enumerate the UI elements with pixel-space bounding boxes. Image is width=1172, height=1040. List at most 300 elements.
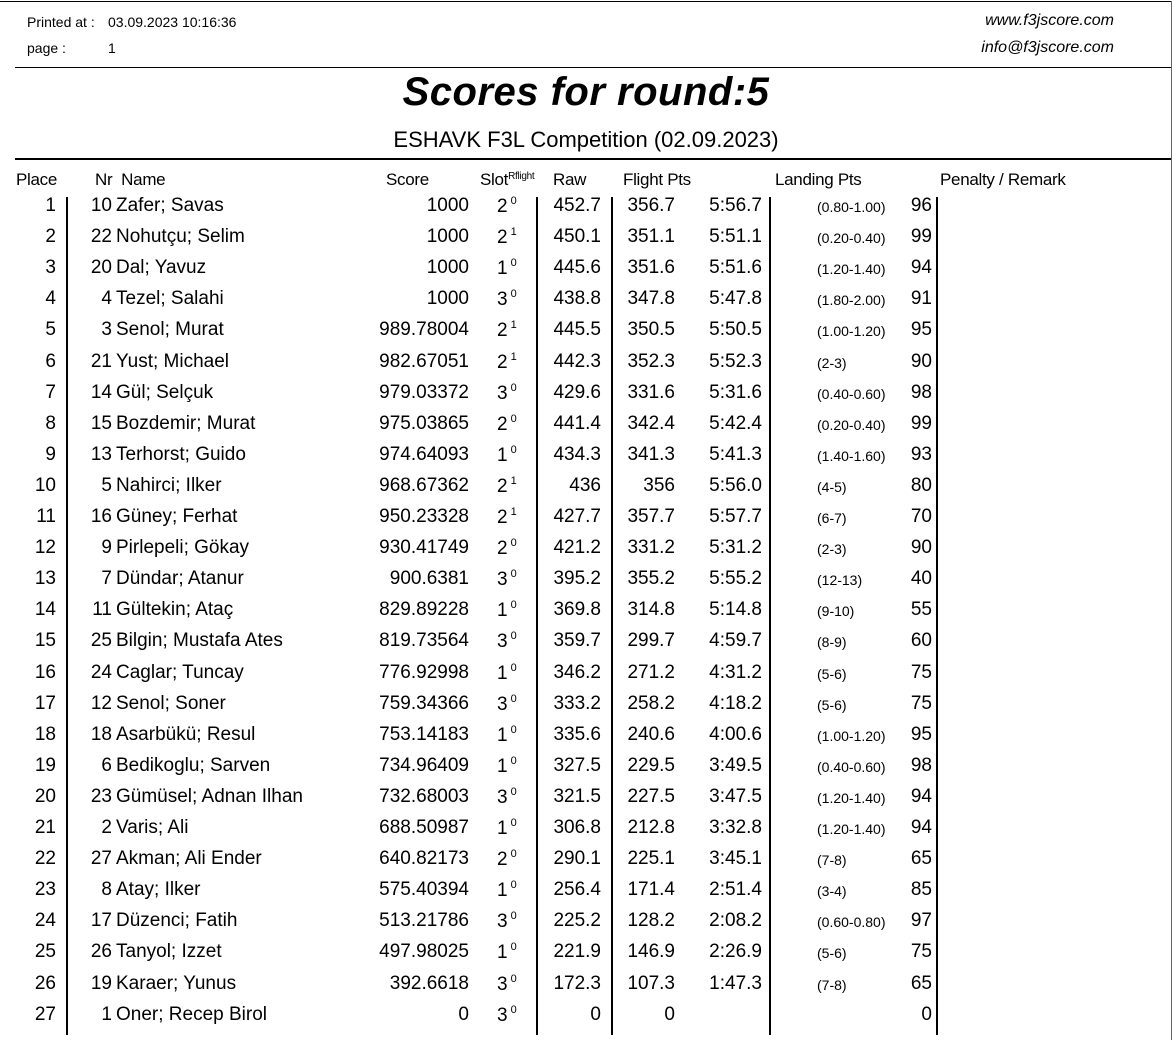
slot-value: 3 xyxy=(497,289,508,311)
raw-cell: 427.7 xyxy=(553,506,601,527)
flight-pts-cell: 350.5 xyxy=(627,319,675,341)
flight-pts-cell: 229.5 xyxy=(627,754,675,776)
flight-pts-cell: 357.7 xyxy=(627,506,675,527)
table-row xyxy=(0,755,1172,783)
nr-cell: 6 xyxy=(101,754,112,776)
landing-range-cell: (9-10) xyxy=(817,603,855,620)
landing-pts-cell: 97 xyxy=(910,910,932,932)
nr-cell: 27 xyxy=(90,848,112,870)
slot-cell xyxy=(497,475,517,498)
slot-value: 1 xyxy=(497,724,508,746)
pilot-name-cell: Senol; Murat xyxy=(116,319,224,341)
flight-time-cell: 5:31.2 xyxy=(709,537,762,559)
nr-cell: 11 xyxy=(92,599,112,621)
rflight-value: 0 xyxy=(510,972,517,985)
rflight-value: 0 xyxy=(510,381,517,394)
website-link[interactable]: www.f3jscore.com xyxy=(985,12,1114,29)
score-cell: 732.68003 xyxy=(379,785,469,807)
flight-time-cell: 5:52.3 xyxy=(709,350,762,372)
flight-pts-cell: 258.2 xyxy=(627,692,675,714)
table-row xyxy=(0,382,1172,410)
score-cell: 829.89228 xyxy=(379,599,469,621)
raw-cell: 306.8 xyxy=(553,817,601,838)
place-cell: 12 xyxy=(34,537,56,559)
flight-time-cell: 1:47.3 xyxy=(709,972,762,994)
nr-cell: 25 xyxy=(90,630,112,652)
score-cell: 640.82173 xyxy=(379,848,469,870)
table-row xyxy=(0,568,1172,596)
score-cell: 1000 xyxy=(426,195,469,216)
place-cell: 11 xyxy=(36,506,56,527)
pilot-name-cell: Karaer; Yunus xyxy=(116,972,237,994)
table-row xyxy=(0,195,1172,223)
nr-cell: 12 xyxy=(90,692,112,714)
place-cell: 27 xyxy=(34,1003,56,1025)
slot-value: 2 xyxy=(497,227,508,249)
slot-cell xyxy=(497,319,517,342)
slot-value: 1 xyxy=(497,444,508,466)
slot-value: 2 xyxy=(497,413,508,435)
place-cell: 20 xyxy=(34,785,56,807)
flight-pts-cell: 0 xyxy=(664,1003,675,1025)
flight-time-cell: 2:51.4 xyxy=(709,879,762,901)
rflight-value: 0 xyxy=(510,723,517,736)
nr-cell: 10 xyxy=(90,195,112,216)
landing-range-cell: (0.60-0.80) xyxy=(817,914,886,931)
rflight-value: 0 xyxy=(510,692,517,705)
pilot-name-cell: Akman; Ali Ender xyxy=(116,848,262,870)
flight-pts-cell: 146.9 xyxy=(627,941,675,963)
raw-cell: 327.5 xyxy=(553,754,601,776)
slot-cell xyxy=(497,195,517,218)
rflight-value: 0 xyxy=(510,412,517,425)
place-cell: 24 xyxy=(34,910,56,932)
rflight-value: 0 xyxy=(510,630,517,643)
place-cell: 18 xyxy=(34,723,56,745)
slot-value: 2 xyxy=(497,849,508,871)
landing-pts-cell: 94 xyxy=(910,817,932,838)
rflight-value: 0 xyxy=(510,257,517,270)
slot-value: 1 xyxy=(497,600,508,622)
flight-pts-cell: 355.2 xyxy=(627,568,675,590)
raw-cell: 445.5 xyxy=(553,319,601,341)
slot-cell xyxy=(497,817,517,840)
rflight-value: 0 xyxy=(510,785,517,798)
flight-time-cell: 4:18.2 xyxy=(709,692,762,714)
score-cell: 575.40394 xyxy=(379,879,469,901)
rflight-value: 1 xyxy=(510,226,517,239)
landing-pts-cell: 65 xyxy=(910,972,932,994)
slot-cell xyxy=(497,568,517,591)
place-cell: 23 xyxy=(34,879,56,901)
flight-pts-cell: 314.8 xyxy=(627,599,675,621)
landing-range-cell: (12-13) xyxy=(817,572,863,589)
nr-cell: 1 xyxy=(101,1003,112,1025)
flight-pts-cell: 212.8 xyxy=(627,817,675,838)
pilot-name-cell: Oner; Recep Birol xyxy=(116,1003,268,1025)
landing-pts-cell: 90 xyxy=(910,350,932,372)
flight-pts-cell: 331.6 xyxy=(627,381,675,403)
pilot-name-cell: Senol; Soner xyxy=(116,692,226,714)
table-row xyxy=(0,973,1172,1001)
raw-cell: 359.7 xyxy=(553,630,601,652)
col-header-rflight: Rflight xyxy=(508,171,535,182)
rflight-value: 0 xyxy=(510,1003,517,1016)
raw-cell: 333.2 xyxy=(553,692,601,714)
score-cell: 1000 xyxy=(426,257,469,279)
page-number: 1 xyxy=(108,40,116,56)
rflight-value: 0 xyxy=(510,661,517,674)
landing-pts-cell: 70 xyxy=(910,506,932,527)
place-cell: 7 xyxy=(45,381,56,403)
raw-cell: 290.1 xyxy=(553,848,601,870)
slot-cell xyxy=(497,1004,517,1027)
table-row xyxy=(0,413,1172,441)
header-divider xyxy=(15,67,1171,68)
slot-cell xyxy=(497,599,517,622)
landing-range-cell: (1.00-1.20) xyxy=(817,727,886,744)
raw-cell: 429.6 xyxy=(553,381,601,403)
rflight-value: 0 xyxy=(510,910,517,923)
slot-value: 3 xyxy=(497,569,508,591)
rflight-value: 0 xyxy=(510,443,517,456)
score-cell: 979.03372 xyxy=(379,381,469,403)
score-cell: 1000 xyxy=(426,226,469,248)
slot-value: 2 xyxy=(497,507,508,528)
nr-cell: 14 xyxy=(90,381,112,403)
slot-cell xyxy=(497,257,517,280)
pilot-name-cell: Asarbükü; Resul xyxy=(116,723,256,745)
flight-pts-cell: 331.2 xyxy=(627,537,675,559)
rflight-value: 0 xyxy=(510,848,517,861)
landing-range-cell: (1.20-1.40) xyxy=(817,821,886,837)
nr-cell: 15 xyxy=(90,412,112,434)
landing-pts-cell: 93 xyxy=(910,443,932,465)
nr-cell: 13 xyxy=(90,443,112,465)
table-row xyxy=(0,506,1172,534)
flight-time-cell: 3:32.8 xyxy=(709,817,762,838)
slot-cell xyxy=(497,910,517,933)
table-row xyxy=(0,599,1172,627)
score-cell: 759.34366 xyxy=(379,692,469,714)
place-cell: 21 xyxy=(34,817,56,838)
raw-cell: 445.6 xyxy=(553,257,601,279)
table-row xyxy=(0,910,1172,938)
rflight-value: 1 xyxy=(510,506,517,518)
raw-cell: 369.8 xyxy=(553,599,601,621)
col-header-score: Score xyxy=(386,170,429,189)
flight-pts-cell: 356.7 xyxy=(627,195,675,216)
landing-range-cell: (1.20-1.40) xyxy=(817,261,886,278)
raw-cell: 434.3 xyxy=(553,443,601,465)
pilot-name-cell: Dündar; Atanur xyxy=(116,568,244,590)
place-cell: 3 xyxy=(45,257,56,279)
rflight-value: 1 xyxy=(510,474,517,487)
nr-cell: 19 xyxy=(90,972,112,994)
slot-cell xyxy=(497,288,517,311)
landing-range-cell: (8-9) xyxy=(817,634,847,651)
score-cell: 975.03865 xyxy=(379,412,469,434)
flight-time-cell: 5:14.8 xyxy=(709,599,762,621)
place-cell: 9 xyxy=(45,443,56,465)
score-cell: 982.67051 xyxy=(379,350,469,372)
place-cell: 19 xyxy=(34,754,56,776)
slot-value: 1 xyxy=(497,880,508,902)
pilot-name-cell: Nohutçu; Selim xyxy=(116,226,245,248)
slot-value: 1 xyxy=(497,818,508,839)
flight-time-cell: 4:59.7 xyxy=(709,630,762,652)
pilot-name-cell: Dal; Yavuz xyxy=(116,257,207,279)
flight-time-cell: 2:08.2 xyxy=(709,910,762,932)
place-cell: 25 xyxy=(34,941,56,963)
table-row xyxy=(0,693,1172,721)
flight-time-cell: 5:42.4 xyxy=(709,412,762,434)
landing-pts-cell: 75 xyxy=(910,661,932,683)
raw-cell: 321.5 xyxy=(553,785,601,807)
slot-value: 2 xyxy=(497,475,508,497)
raw-cell: 442.3 xyxy=(553,350,601,372)
slot-cell xyxy=(497,724,517,747)
score-cell: 1000 xyxy=(426,288,469,310)
slot-value: 1 xyxy=(497,755,508,777)
score-cell: 989.78004 xyxy=(379,319,469,341)
slot-value: 1 xyxy=(497,662,508,684)
flight-time-cell: 5:56.0 xyxy=(709,474,762,496)
printed-at-label: Printed at : xyxy=(27,14,95,30)
raw-cell: 421.2 xyxy=(553,537,601,559)
table-row xyxy=(0,817,1172,845)
slot-cell xyxy=(497,941,517,964)
nr-cell: 8 xyxy=(101,879,112,901)
flight-time-cell: 5:51.6 xyxy=(709,257,762,279)
score-cell: 513.21786 xyxy=(379,910,469,932)
slot-value: 2 xyxy=(497,538,508,560)
col-header-nr-name: Nr Name xyxy=(95,170,166,189)
flight-time-cell: 3:49.5 xyxy=(709,754,762,776)
raw-cell: 225.2 xyxy=(553,910,601,932)
nr-cell: 3 xyxy=(101,319,112,341)
score-cell: 392.6618 xyxy=(389,972,469,994)
place-cell: 4 xyxy=(45,288,56,310)
raw-cell: 452.7 xyxy=(553,195,601,216)
raw-cell: 450.1 xyxy=(553,226,601,248)
landing-range-cell: (1.80-2.00) xyxy=(817,292,886,309)
flight-pts-cell: 107.3 xyxy=(627,972,675,994)
flight-time-cell: 5:51.1 xyxy=(709,226,762,248)
score-cell: 0 xyxy=(458,1003,469,1025)
flight-pts-cell: 227.5 xyxy=(627,785,675,807)
landing-pts-cell: 60 xyxy=(910,630,932,652)
table-row xyxy=(0,848,1172,876)
pilot-name-cell: Güney; Ferhat xyxy=(116,506,238,527)
slot-value: 2 xyxy=(497,320,508,342)
landing-range-cell: (6-7) xyxy=(817,510,847,526)
landing-pts-cell: 85 xyxy=(910,879,932,901)
slot-value: 1 xyxy=(497,258,508,280)
landing-range-cell: (1.40-1.60) xyxy=(817,447,886,464)
nr-cell: 16 xyxy=(90,506,112,527)
flight-time-cell: 5:31.6 xyxy=(709,381,762,403)
slot-cell xyxy=(497,786,517,809)
place-cell: 13 xyxy=(34,568,56,590)
slot-cell xyxy=(497,537,517,560)
table-row xyxy=(0,319,1172,347)
landing-pts-cell: 94 xyxy=(910,785,932,807)
pilot-name-cell: Caglar; Tuncay xyxy=(116,661,244,683)
slot-value: 3 xyxy=(497,382,508,404)
flight-time-cell: 3:47.5 xyxy=(709,785,762,807)
pilot-name-cell: Tanyol; Izzet xyxy=(116,941,222,963)
rflight-value: 0 xyxy=(510,537,517,550)
landing-pts-cell: 96 xyxy=(910,195,932,216)
nr-cell: 24 xyxy=(90,661,112,683)
raw-cell: 438.8 xyxy=(553,288,601,310)
flight-pts-cell: 171.4 xyxy=(627,879,675,901)
place-cell: 2 xyxy=(45,226,56,248)
pilot-name-cell: Gültekin; Ataç xyxy=(116,599,234,621)
place-cell: 1 xyxy=(45,195,56,216)
flight-time-cell: 5:47.8 xyxy=(709,288,762,310)
flight-pts-cell: 352.3 xyxy=(627,350,675,372)
col-header-slot xyxy=(480,170,534,190)
score-cell: 753.14183 xyxy=(379,723,469,745)
slot-cell xyxy=(497,630,517,653)
nr-cell: 17 xyxy=(90,910,112,932)
pilot-name-cell: Yust; Michael xyxy=(116,350,229,372)
slot-cell xyxy=(497,351,517,374)
landing-range-cell: (7-8) xyxy=(817,976,847,993)
landing-pts-cell: 91 xyxy=(910,288,932,310)
landing-range-cell: (5-6) xyxy=(817,665,847,682)
place-cell: 8 xyxy=(45,412,56,434)
slot-value: 3 xyxy=(497,693,508,715)
flight-pts-cell: 271.2 xyxy=(627,661,675,683)
raw-cell: 441.4 xyxy=(553,412,601,434)
nr-cell: 22 xyxy=(90,226,112,248)
pilot-name-cell: Zafer; Savas xyxy=(116,195,224,216)
score-cell: 900.6381 xyxy=(389,568,469,590)
nr-cell: 20 xyxy=(90,257,112,279)
flight-time-cell: 4:31.2 xyxy=(709,661,762,683)
col-header-slot-label: Slot xyxy=(480,170,509,189)
pilot-name-cell: Atay; Ilker xyxy=(116,879,201,901)
slot-cell xyxy=(497,382,517,405)
pilot-name-cell: Tezel; Salahi xyxy=(116,288,224,310)
table-row xyxy=(0,226,1172,254)
page-subtitle: ESHAVK F3L Competition (02.09.2023) xyxy=(393,127,779,152)
printed-at-value: 03.09.2023 10:16:36 xyxy=(108,14,237,30)
flight-time-cell: 5:56.7 xyxy=(709,195,762,216)
nr-cell: 2 xyxy=(101,817,112,838)
raw-cell: 0 xyxy=(590,1003,601,1025)
landing-range-cell: (7-8) xyxy=(817,852,847,869)
flight-time-cell: 5:41.3 xyxy=(709,443,762,465)
pilot-name-cell: Bozdemir; Murat xyxy=(116,412,256,434)
landing-range-cell: (0.20-0.40) xyxy=(817,416,886,433)
col-header-flight-pts: Flight Pts xyxy=(623,170,691,189)
page-title: Scores for round:5 xyxy=(402,70,770,114)
landing-pts-cell: 40 xyxy=(910,568,932,590)
nr-cell: 18 xyxy=(90,723,112,745)
raw-cell: 172.3 xyxy=(553,972,601,994)
landing-pts-cell: 80 xyxy=(910,474,932,496)
pilot-name-cell: Varis; Ali xyxy=(116,817,189,838)
table-row xyxy=(0,786,1172,814)
pilot-name-cell: Bilgin; Mustafa Ates xyxy=(116,630,283,652)
landing-pts-cell: 99 xyxy=(910,412,932,434)
pilot-name-cell: Terhorst; Guido xyxy=(116,443,246,465)
slot-value: 1 xyxy=(497,942,508,964)
place-cell: 15 xyxy=(34,630,56,652)
landing-range-cell: (1.00-1.20) xyxy=(817,323,886,340)
table-row xyxy=(0,444,1172,472)
landing-pts-cell: 95 xyxy=(910,723,932,745)
score-cell: 688.50987 xyxy=(379,817,469,838)
place-cell: 16 xyxy=(34,661,56,683)
nr-cell: 7 xyxy=(101,568,112,590)
flight-time-cell: 3:45.1 xyxy=(709,848,762,870)
score-cell: 497.98025 xyxy=(379,941,469,963)
raw-cell: 395.2 xyxy=(553,568,601,590)
score-cell: 930.41749 xyxy=(379,537,469,559)
flight-pts-cell: 356 xyxy=(643,474,675,496)
table-row xyxy=(0,724,1172,752)
slot-cell xyxy=(497,755,517,778)
flight-pts-cell: 351.6 xyxy=(627,257,675,279)
raw-cell: 436 xyxy=(569,474,601,496)
slot-value: 2 xyxy=(497,196,508,217)
flight-pts-cell: 347.8 xyxy=(627,288,675,310)
nr-cell: 9 xyxy=(101,537,112,559)
slot-cell xyxy=(497,413,517,436)
table-row xyxy=(0,662,1172,690)
pilot-name-cell: Pirlepeli; Gökay xyxy=(116,537,250,559)
table-row xyxy=(0,351,1172,379)
place-cell: 6 xyxy=(45,350,56,372)
raw-cell: 335.6 xyxy=(553,723,601,745)
email-link[interactable]: info@f3jscore.com xyxy=(981,39,1114,56)
slot-value: 3 xyxy=(497,973,508,995)
table-row xyxy=(0,257,1172,285)
rflight-value: 1 xyxy=(510,319,517,332)
rflight-value: 1 xyxy=(510,350,517,363)
nr-cell: 4 xyxy=(101,288,112,310)
flight-time-cell: 5:50.5 xyxy=(709,319,762,341)
landing-range-cell: (5-6) xyxy=(817,945,847,962)
nr-cell: 5 xyxy=(101,474,112,496)
slot-value: 3 xyxy=(497,631,508,653)
flight-time-cell: 5:55.2 xyxy=(709,568,762,590)
table-row xyxy=(0,941,1172,969)
flight-pts-cell: 128.2 xyxy=(627,910,675,932)
page-label: page : xyxy=(27,40,66,56)
flight-time-cell: 5:57.7 xyxy=(709,506,762,527)
score-cell: 974.64093 xyxy=(379,443,469,465)
landing-range-cell: (0.40-0.60) xyxy=(817,385,886,402)
nr-cell: 23 xyxy=(90,785,112,807)
raw-cell: 221.9 xyxy=(553,941,601,963)
slot-value: 2 xyxy=(497,351,508,373)
flight-pts-cell: 341.3 xyxy=(627,443,675,465)
slot-cell xyxy=(497,662,517,685)
table-row xyxy=(0,537,1172,565)
score-cell: 734.96409 xyxy=(379,754,469,776)
landing-pts-cell: 98 xyxy=(910,754,932,776)
place-cell: 22 xyxy=(34,848,56,870)
slot-cell xyxy=(497,973,517,996)
nr-cell: 26 xyxy=(90,941,112,963)
slot-value: 3 xyxy=(497,911,508,933)
